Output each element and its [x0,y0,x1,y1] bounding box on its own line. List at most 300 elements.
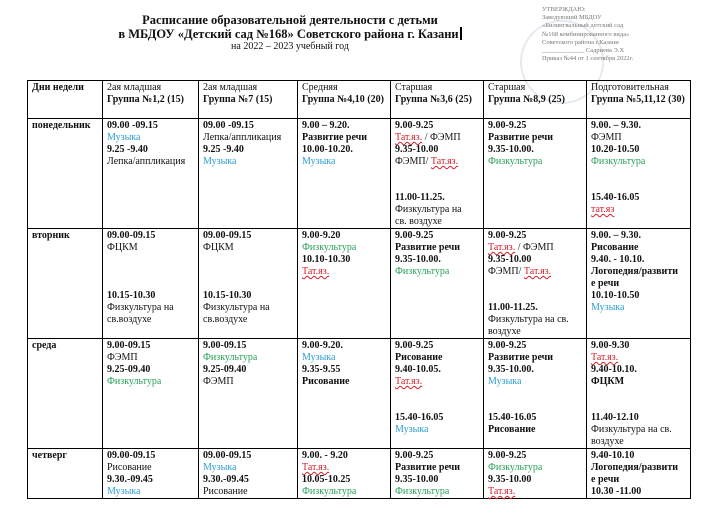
schedule-line [591,486,686,498]
activity: Физкультура на [395,204,462,215]
activity: Физкультура [591,156,646,167]
activity: Лепка/аппликация [107,156,186,167]
schedule-line [395,266,479,278]
schedule-line [395,450,479,462]
schedule-cell [103,229,199,339]
time-slot: 10.10-10.30 [302,254,351,265]
schedule-line [302,474,386,486]
schedule-line [488,314,582,326]
schedule-cell [298,229,391,339]
activity: Музыка [107,132,141,143]
activity: ФЦКМ [107,242,138,253]
time-slot: 9.00-9.25 [395,230,434,241]
schedule-line [488,132,582,144]
activity: Тат.яз. [430,156,459,167]
activity: Музыка [107,486,141,497]
activity: Тат.яз. [395,376,423,387]
time-slot: 9.35-10.00. [488,144,534,155]
time-slot: 9.30.-09.45 [107,474,153,485]
schedule-line [591,302,686,314]
header-label: Дни недели [32,82,84,93]
activity: ФЭМП [107,352,138,363]
time-slot: 9.00-9.25 [395,450,434,461]
schedule-line [395,400,479,412]
time-slot: 9.35-9.55 [302,364,341,375]
time-slot: 10.30 -11.00 [591,486,642,497]
schedule-cell [103,339,199,449]
time-slot: 09.00 -09.15 [203,120,254,131]
title-line-3: на 2022 – 2023 учебный год [231,41,349,52]
schedule-line [107,302,194,314]
schedule-line [395,132,479,144]
group-label: Группа №4,10 (20) [302,94,384,105]
group-label: Группа №8,9 (25) [488,94,565,105]
schedule-line [488,120,582,132]
schedule-line [302,132,386,144]
schedule-line [591,180,686,192]
schedule-line [591,352,686,364]
schedule-line [302,230,386,242]
schedule-line [488,302,582,314]
schedule-line [107,450,194,462]
day-cell: четверг [28,449,103,499]
schedule-line [395,388,479,400]
schedule-line [591,462,686,474]
schedule-line [488,266,582,278]
schedule-cell [199,449,298,499]
schedule-line [591,412,686,424]
approval-line: _____________ Садриева Э.Х [542,47,625,55]
time-slot: 9.00-09.15 [203,340,247,351]
approval-line: №168 комбинированного вида» [542,30,630,38]
schedule-line [488,364,582,376]
schedule-line [395,180,479,192]
time-slot: Развитие речи [395,242,461,253]
schedule-line [488,230,582,242]
time-slot: 9.35-10.00. [488,364,534,375]
schedule-cell [391,229,484,339]
activity: Музыка [203,462,237,473]
activity: воздухе [591,436,624,447]
schedule-cell [298,449,391,499]
activity: Физкультура [302,486,357,497]
activity: Музыка [302,156,336,167]
schedule-line [107,486,194,498]
schedule-line [591,376,686,388]
activity: Тат.яз. [523,266,552,277]
schedule-line [591,192,686,204]
group-label: Группа №1,2 (15) [107,94,184,105]
schedule-line [395,230,479,242]
activity: св.воздухе [203,314,248,325]
schedule-line [488,450,582,462]
schedule-line [203,132,293,144]
schedule-line [488,290,582,302]
activity: Физкультура [107,376,162,387]
time-slot: е речи [591,278,620,289]
schedule-line [591,388,686,400]
time-slot: 9.00. - 9.20 [302,450,348,461]
time-slot: 9.40-10.10 [591,450,635,461]
schedule-cell [103,119,199,229]
schedule-line [203,290,293,302]
schedule-cell [199,119,298,229]
document-title [80,13,500,53]
time-slot: 09.00-09.15 [107,230,156,241]
schedule-line [591,168,686,180]
schedule-line [107,340,194,352]
time-slot: 9.40. - 10.10. [591,254,645,265]
activity: воздухе [488,326,521,337]
schedule-line [107,144,194,156]
schedule-line [302,254,386,266]
schedule-cell [199,339,298,449]
schedule-line [302,450,386,462]
time-slot: Рисование [395,352,443,363]
time-slot: 9.00-09.15 [107,340,151,351]
group-label: Группа №5,11,12 (30) [591,94,685,105]
schedule-cell [587,119,691,229]
schedule-line [203,352,293,364]
schedule-table [27,80,691,499]
schedule-line [107,242,194,254]
time-slot: 10.00-10.20. [302,144,353,155]
title-line-2 [80,27,500,41]
schedule-line [395,204,479,216]
schedule-line [107,254,194,266]
column-header [391,81,484,119]
time-slot: 10.15-10.30 [203,290,252,301]
schedule-cell [103,449,199,499]
day-cell: среда [28,339,103,449]
activity: тат.яз [591,204,615,215]
activity: Тат.яз. [302,462,330,473]
schedule-line [203,376,293,388]
time-slot: 9.00-9.25 [395,120,434,131]
schedule-line [488,388,582,400]
table-row [28,339,691,449]
schedule-line [203,474,293,486]
time-slot: 9.00 – 9.20. [302,120,350,131]
schedule-cell [391,119,484,229]
schedule-line [203,120,293,132]
time-slot: 10.10-10.50 [591,290,640,301]
time-slot: 9.00-9.30 [591,340,630,351]
schedule-line [591,278,686,290]
approval-block [542,6,633,63]
activity: Физкультура [488,462,543,473]
activity: ФЭМП/ [395,156,431,167]
schedule-line [203,278,293,290]
schedule-line [591,204,686,216]
activity: Физкультура [302,242,357,253]
schedule-line [591,436,686,448]
schedule-cell [587,229,691,339]
schedule-cell [484,119,587,229]
activity: Тат.яз. [488,242,516,253]
schedule-line [395,144,479,156]
schedule-line [591,424,686,436]
time-slot: 10.20-10.50 [591,144,640,155]
schedule-line [488,156,582,168]
activity: Лепка/аппликация [203,132,282,143]
time-slot: 9.25 -9.40 [107,144,148,155]
approval-line: Советского района г.Казани [542,38,619,46]
time-slot: 9.35-10.00 [488,254,532,265]
schedule-line [395,192,479,204]
time-slot: 9.35-10.00 [488,474,532,485]
time-slot: Логопедия/развити [591,462,678,473]
time-slot: 9.25 -9.40 [203,144,244,155]
schedule-line [203,340,293,352]
schedule-line [591,340,686,352]
schedule-line [107,132,194,144]
schedule-line [203,156,293,168]
time-slot: 9.00-9.25 [395,340,434,351]
time-slot: Развитие речи [488,352,554,363]
column-header [199,81,298,119]
header-label: Подготовительная [591,82,669,93]
schedule-line [107,120,194,132]
time-slot: 15.40-16.05 [395,412,444,423]
approval-line: Приказ №44 от 1 сентября 2022г. [542,55,634,63]
time-slot: 9.00-9.25 [488,120,527,131]
time-slot: е речи [591,474,620,485]
activity: Рисование [203,486,248,497]
schedule-line [488,326,582,338]
time-slot: Рисование [591,242,639,253]
activity: Физкультура на св. [488,314,569,325]
schedule-line [107,290,194,302]
schedule-line [107,156,194,168]
time-slot: Рисование [488,424,536,435]
schedule-line [203,314,293,326]
approval-line: Заведующий МБДОУ [542,14,602,22]
time-slot: Развитие речи [488,132,554,143]
activity: Рисование [107,462,152,473]
activity: Физкультура [395,486,450,497]
schedule-line [107,314,194,326]
schedule-line [488,242,582,254]
time-slot: 9.25-09.40 [107,364,151,375]
schedule-cell [587,339,691,449]
activity: ФЭМП [591,132,622,143]
activity: св.воздухе [107,314,152,325]
schedule-line [395,340,479,352]
header-label: Старшая [395,82,433,93]
schedule-line [107,352,194,364]
table-row [28,119,691,229]
column-header [298,81,391,119]
activity: Физкультура на [107,302,174,313]
time-slot: 9.40-10.10. [591,364,637,375]
schedule-line [107,376,194,388]
text-cursor [460,27,462,40]
schedule-line [488,254,582,266]
schedule-line [591,266,686,278]
schedule-line [395,364,479,376]
time-slot: 9.00-9.20. [302,340,343,351]
activity: Физкультура на св. [591,424,672,435]
schedule-line [203,364,293,376]
activity: св. воздухе [395,216,442,227]
schedule-cell [298,339,391,449]
time-slot: 11.00-11.25. [395,192,445,203]
schedule-cell [484,339,587,449]
time-slot: 9.30.-09.45 [203,474,249,485]
header-label: 2ая младшая [107,82,162,93]
schedule-line [488,424,582,436]
schedule-line [302,144,386,156]
schedule-line [203,230,293,242]
schedule-line [395,352,479,364]
time-slot: 10.15-10.30 [107,290,156,301]
schedule-line [395,168,479,180]
time-slot: Развитие речи [395,462,461,473]
time-slot: 9.00-9.25 [488,230,527,241]
activity: Тат.яз. [395,132,423,143]
schedule-line [488,278,582,290]
activity: Музыка [591,302,625,313]
schedule-line [302,242,386,254]
schedule-line [203,462,293,474]
schedule-line [488,462,582,474]
time-slot: 9.00-9.25 [488,340,527,351]
column-header [587,81,691,119]
time-slot: 9.00-9.20 [302,230,341,241]
activity: Музыка [488,376,522,387]
time-slot: 09.00 -09.15 [107,120,158,131]
approval-line: «Билингвальный детский сад [542,22,624,30]
activity: / ФЭМП [515,242,554,253]
schedule-line [591,242,686,254]
activity: Музыка [395,424,429,435]
activity: ФЭМП [203,376,234,387]
header-label: Средняя [302,82,338,93]
schedule-line [302,376,386,388]
schedule-line [302,266,386,278]
activity: / ФЭМП [422,132,461,143]
day-cell: вторник [28,229,103,339]
schedule-line [302,462,386,474]
schedule-line [488,376,582,388]
time-slot: 11.00-11.25. [488,302,538,313]
table-row [28,229,691,339]
schedule-line [395,216,479,228]
activity: Физкультура [488,156,543,167]
schedule-line [302,120,386,132]
schedule-line [395,486,479,498]
schedule-line [488,474,582,486]
activity: Тат.яз. [488,486,516,497]
time-slot: 15.40-16.05 [488,412,537,423]
header-row [28,81,691,119]
activity: Тат.яз. [302,266,330,277]
activity: Физкультура на [203,302,270,313]
time-slot: 9.00. – 9.30. [591,230,641,241]
title-line-2-text: в МБДОУ «Детский сад №168» Советского района г. Казани [118,27,459,41]
schedule-line [591,230,686,242]
group-label: Группа №3,6 (25) [395,94,472,105]
schedule-line [488,486,582,498]
time-slot: ФЦКМ [591,376,625,387]
schedule-line [591,254,686,266]
schedule-cell [298,119,391,229]
schedule-line [107,364,194,376]
schedule-cell [484,229,587,339]
schedule-line [395,412,479,424]
schedule-line [591,132,686,144]
schedule-line [203,486,293,498]
activity: Музыка [302,352,336,363]
schedule-cell [199,229,298,339]
schedule-line [488,400,582,412]
schedule-line [302,352,386,364]
schedule-line [591,290,686,302]
activity: Музыка [203,156,237,167]
time-slot: Логопедия/развити [591,266,678,277]
table-row [28,449,691,499]
group-label: Группа №7 (15) [203,94,273,105]
activity: Тат.яз. [591,352,619,363]
time-slot: 9.40-10.05. [395,364,441,375]
schedule-cell [587,449,691,499]
schedule-line [591,474,686,486]
time-slot: 9.00. – 9.30. [591,120,641,131]
schedule-line [395,156,479,168]
time-slot: 09.00-09.15 [203,450,252,461]
schedule-line [203,450,293,462]
title-line-1: Расписание образовательной деятельности с детьми [142,13,438,27]
schedule-line [107,474,194,486]
schedule-line [302,340,386,352]
schedule-line [488,352,582,364]
header-label: Старшая [488,82,526,93]
activity: Физкультура [203,352,258,363]
time-slot: 9.35-10.00 [395,144,439,155]
day-cell: понедельник [28,119,103,229]
schedule-line [107,266,194,278]
schedule-line [395,242,479,254]
time-slot: 9.00-9.25 [488,450,527,461]
schedule-line [488,412,582,424]
schedule-line [395,120,479,132]
time-slot: 09.00-09.15 [203,230,252,241]
schedule-line [107,462,194,474]
schedule-line [302,486,386,498]
activity: Физкультура [395,266,450,277]
schedule-line [203,302,293,314]
schedule-line [591,120,686,132]
schedule-cell [484,449,587,499]
schedule-line [107,278,194,290]
schedule-line [591,364,686,376]
time-slot: 09.00-09.15 [107,450,156,461]
schedule-line [302,364,386,376]
schedule-line [591,450,686,462]
column-header [28,81,103,119]
schedule-line [203,242,293,254]
schedule-cell [391,449,484,499]
schedule-line [203,144,293,156]
schedule-line [591,144,686,156]
time-slot: Рисование [302,376,350,387]
schedule-line [302,156,386,168]
activity: ФЦКМ [203,242,234,253]
schedule-line [395,376,479,388]
time-slot: 15.40-16.05 [591,192,640,203]
schedule-line [395,424,479,436]
